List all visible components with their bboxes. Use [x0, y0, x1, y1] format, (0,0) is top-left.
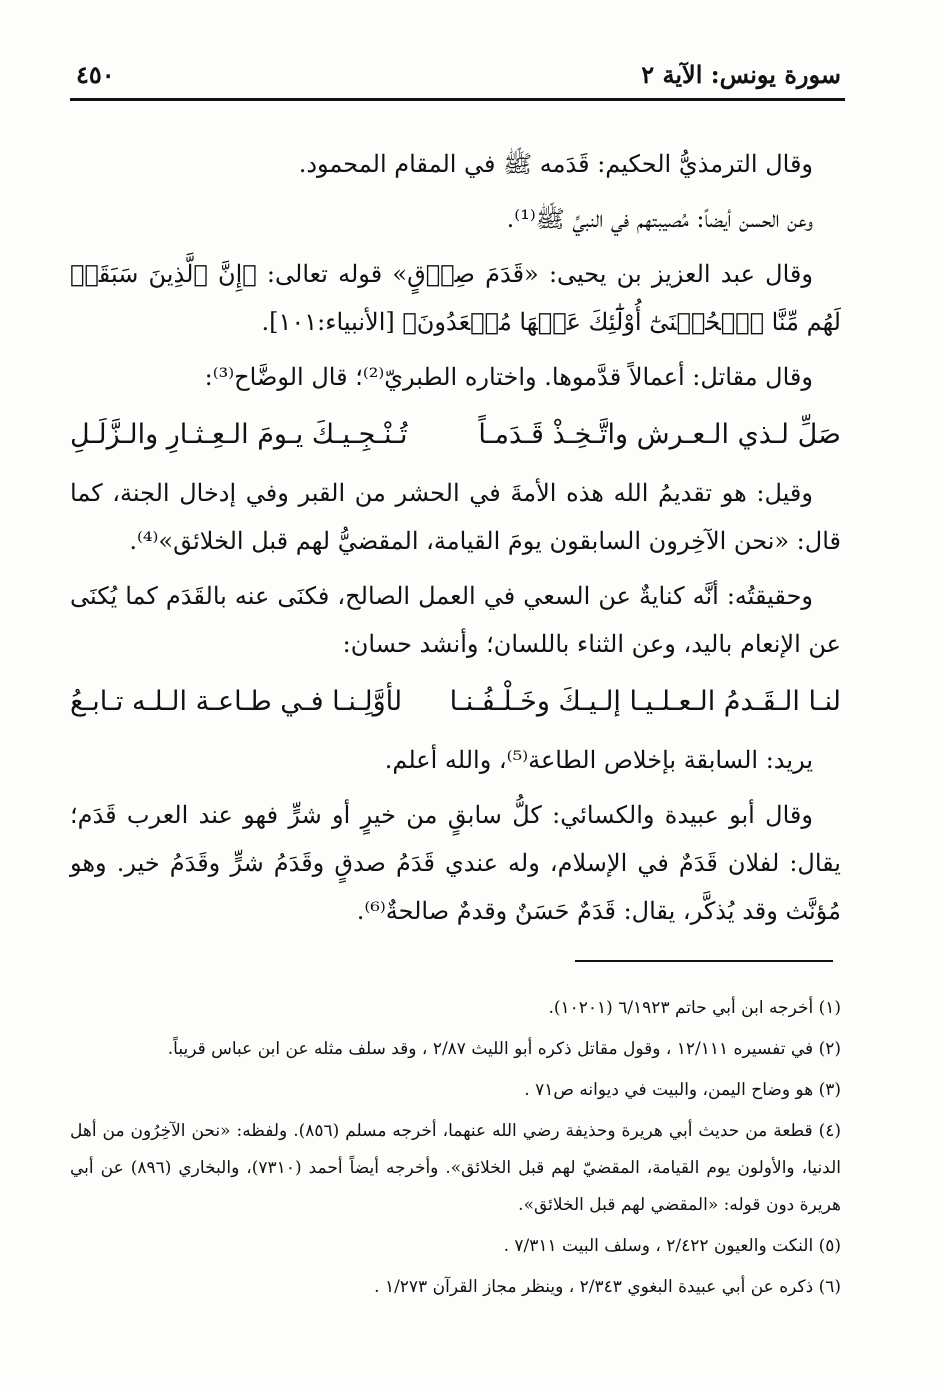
verse-first-hemistich: صَلِّ لـذي الـعـرش واتَّـخِـذْ قَـدَمـاً	[478, 419, 841, 450]
paragraph: وحقيقتُه: أنَّه كنايةٌ عن السعي في العمل الصالح، فكنَى عنه بالقَدَم كما يُكنَى عن الإنعام باليد، وعن الثناء باللسان؛ وأنشد حسان:	[70, 582, 841, 658]
footnotes	[70, 990, 841, 1310]
paragraph: وقال الترمذيُّ الحكيم: قَدَمه ﷺ في المقام المحمود.	[298, 150, 813, 178]
header-rule	[70, 98, 845, 101]
paragraph: وقال مقاتل: أعمالاً قدَّموها. واختاره الطبريّ⁽²⁾؛ قال الوضَّاح⁽³⁾:	[204, 363, 813, 391]
footnote-separator	[575, 960, 833, 962]
paragraph: وقيل: هو تقديمُ الله هذه الأمةَ في الحشر من القبر وفي إدخال الجنة، كما قال: «نحن الآخِرون السابقون يومَ القيامة، المقضيُّ لهم قبل الخلائق»⁽⁴⁾.	[70, 479, 841, 555]
paragraph: وقال عبد العزيز بن يحيى: «قَدَمَ صِدۡقٍ» قوله تعالى: ﴿إِنَّ ٱلَّذِينَ سَبَقَتۡ لَهُم مِّنَّا ٱلۡحُسۡنَىٰٓ أُوْلَٰٓئِكَ عَنۡهَا مُبۡعَدُونَ﴾ [الأنبياء:١٠١].	[70, 260, 841, 336]
main-text	[70, 140, 841, 942]
verse-second-hemistich: تُـنْـجِـيـكَ يـومَ الـعِـثـارِ والـزَّلَـلِ	[70, 419, 408, 450]
verse-second-hemistich: لأوَّلِـنـا فـي طـاعـة الـلـه تـابـعُ	[70, 686, 403, 717]
page-number: ٤٥٠	[76, 60, 115, 89]
surah-heading: سورة يونس: الآية ٢	[641, 60, 841, 89]
verse-first-hemistich: لنـا الـقَـدمُ الـعـلـيـا إلـيـكَ وخَـلْـفُـنـا	[449, 686, 841, 717]
footnote: (٢) في تفسيره ١٢/١١١ ، وقول مقاتل ذكره أبو الليث ٢/٨٧ ، وقد سلف مثله عن ابن عباس قريباً.	[167, 1039, 841, 1059]
footnote: (١) أخرجه ابن أبي حاتم ٦/١٩٢٣ (١٠٢٠١).	[548, 998, 841, 1018]
footnote: (٦) ذكره عن أبي عبيدة البغوي ٢/٣٤٣ ، وينظر مجاز القرآن ١/٢٧٣ .	[374, 1277, 841, 1297]
poetry-verse	[70, 675, 841, 729]
footnote: (٥) النكت والعيون ٢/٤٢٢ ، وسلف البيت ٧/٣١١ .	[503, 1236, 841, 1256]
poetry-verse	[70, 408, 841, 462]
paragraph: يريد: السابقة بإخلاص الطاعة⁽⁵⁾، والله أعلم.	[384, 746, 813, 774]
footnote: (٣) هو وضاح اليمن، والبيت في ديوانه ص٧١ .	[524, 1080, 841, 1100]
footnote: (٤) قطعة من حديث أبي هريرة وحذيفة رضي الله عنهما، أخرجه مسلم (٨٥٦). ولفظه: «نحن الآخِرُون من أهل الدنيا، والأولون يوم القيامة، المقضيّ لهم قبل الخلائق». وأخرجه أيضاً أحمد (٧٣١٠)، والبخاري (٨٩٦) عن أبي هريرة دون قوله: «المقضي لهم قبل الخلائق».	[70, 1121, 841, 1215]
paragraph: وعن الحسن أيضاً: مُصيبتهم في النبيِّ ﷺ⁽¹⁾.	[506, 205, 813, 233]
paragraph: وقال أبو عبيدة والكسائي: كلُّ سابقٍ من خيرٍ أو شرٍّ فهو عند العرب قَدَم؛ يقال: لفلان قَدَمٌ في الإسلام، وله عندي قَدَمُ صدقٍ وقَدَمُ شرٍّ وقَدَمُ خير. وهو مُؤنَّث وقد يُذكَّر، يقال: قَدَمٌ حَسَنٌ وقدمٌ صالحةٌ⁽⁶⁾.	[70, 801, 841, 925]
